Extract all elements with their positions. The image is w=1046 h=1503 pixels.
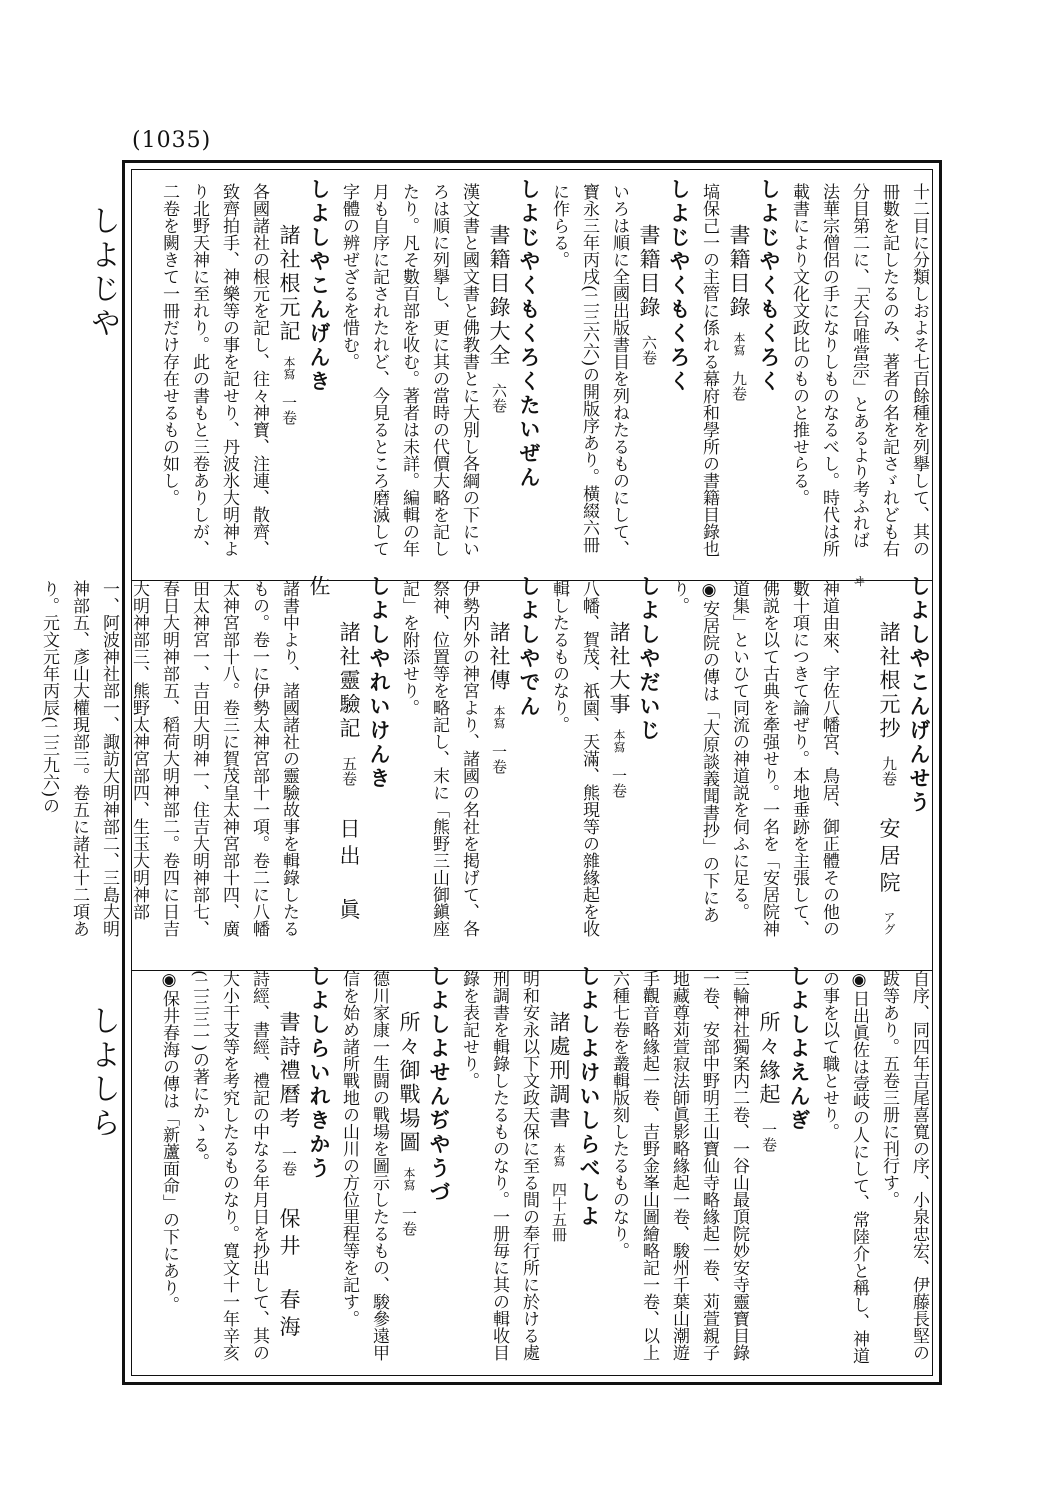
page-number: (1035) <box>132 128 212 153</box>
entry-note: ◉日出眞佐は壹岐の人にして、常陸介と稱し、神道の事を以て職とせり。 <box>819 970 869 1365</box>
entry-body: 伊勢内外の神宮より、諸國の名社を掲げて、各祭神、位置等を略記し、末に「熊野三山御鎭座記」を附添せり。 <box>399 580 479 938</box>
entry-meta: 本寫 <box>402 1167 416 1192</box>
entry-volume: 一卷 <box>280 395 298 426</box>
entry-title: 書籍目錄大全 <box>487 224 511 369</box>
entry-body: 三輪神社獨案内二卷、一谷山最頂院妙安寺靈寶目錄一卷、安部中野明王山寶仙寺略緣起一卷、苅萱親子地藏尊苅萱寂法師眞影略緣起一卷、駿州千葉山潮遊手觀音略緣起一卷、吉野金峯山圖繪略記一卷、以上六種七卷を叢輯版刻したるものなり。 <box>609 970 749 1362</box>
entry-body: 神道由來、宇佐八幡宮、鳥居、御正體その他の數十項につきて論ぜり。本地垂跡を主張して、佛説を以て古典を牽强せり。一名を「安居院神道集」といひて同流の神道説を伺ふに足る。 <box>729 580 839 938</box>
entry-note: ◉安居院の傳は「大原談義聞書抄」の下にあり。 <box>669 580 719 924</box>
entry-kana: しよじやくもくろく <box>667 178 692 394</box>
entry-title: 所々御戰場圖 <box>397 1011 421 1156</box>
entry-kana: しよじやくもくろくたいぜん <box>517 178 542 490</box>
entry-author: 安居院 <box>877 817 901 899</box>
entry-kana: しよじやくもくろく <box>757 178 782 394</box>
entry-body: 諸書中より、諸國諸社の靈驗故事を輯錄したるもの。卷一に伊勢太神宮部十一項。卷二に八幡太神宮部十八。卷三に賀茂皇太神宮部十四、廣田太神宮一、吉田大明神一、住吉大明神部七、春日大明神部五、稻荷大明神部二。卷四に日吉大明神部三、熊野太神宮部四、生玉大明神部一、阿波神社部一、諏訪大明神部二、三島大明神部五、彥山大權現部三。卷五に諸社十二項あり。元文元年丙辰(二三九六)の <box>39 580 299 938</box>
entry-kana: しよしよけいしらべしよ <box>577 965 602 1229</box>
top-panel <box>138 178 934 563</box>
entry-kana: しよしやだいじ <box>637 575 662 743</box>
entry-body: 德川家康一生闘の戰場を圖示したるもの、駿參遠甲信を始め諸所戰地の山川の方位里程等を記す。 <box>339 970 389 1362</box>
entry-volume: 六卷 <box>490 383 508 414</box>
entry-volume: 一卷 <box>490 744 508 775</box>
entry-title: 諸社根元抄 <box>877 621 901 742</box>
entry-body: 塙保己一の主管に係れる幕府和學所の書籍目錄也 <box>699 183 719 558</box>
entry-kana: しよしやれいけんき <box>367 575 392 791</box>
entry-meta: 本寫 <box>612 729 626 754</box>
entry-body: 漢文書と國文書と佛教書とに大別し各綱の下にいろは順に列擧し、更に其の當時の代價大略を記したり。凡そ數百部を收む。著者は未詳。編輯の年月も自序に記されたれど、今見るところ磨滅して字體の辨ぜざるを惜む。 <box>339 183 479 558</box>
entry-body: 明和安永以下文政天保に至る間の奉行所に於ける處刑調書を輯錄したるものなり。一册毎に其の輯收目錄を表記せり。 <box>459 970 539 1362</box>
entry-title: 所々緣起 <box>757 1011 781 1108</box>
bottom-panel <box>138 965 934 1375</box>
entry-author: 日出 眞佐 <box>307 575 361 926</box>
entry-kana: しよしやこんげんせう <box>907 575 932 815</box>
entry-kana: しよしやこんげんき <box>307 178 332 394</box>
entry-kana: しよしよえんぎ <box>787 965 812 1133</box>
entry-meta: 本寫 <box>492 705 506 730</box>
entry-meta: 本寫 <box>282 356 296 381</box>
entry-volume: 一卷 <box>400 1206 418 1237</box>
entry-volume: 六卷 <box>640 335 658 366</box>
entry-title: 書詩禮曆考 <box>277 1011 301 1132</box>
middle-panel <box>39 575 934 945</box>
side-label-right-bottom: しよしら <box>85 1005 120 1141</box>
entry-body: 十二目に分類しおよそ七百餘種を列擧して、其の冊數を記したるのみ、著者の名を記さゞれども右分目第二に、「天台唯當宗」とあるより考ふれば法華宗僧侶の手になりしものなるべし。時代は所載書により文化文政比のものと推せらる。 <box>789 183 929 558</box>
entry-title: 諸社大事 <box>607 621 631 718</box>
entry-title: 諸社根元記 <box>277 224 301 345</box>
entry-body: いろは順に全國出版書目を列ねたるものにして、寶永三年丙戌(二三六六)の開版序あり。橫綴六冊に作らる。 <box>549 183 629 558</box>
entry-author: 保井 春海 <box>277 1207 301 1343</box>
entry-title: 諸處刑調書 <box>547 1011 571 1132</box>
entry-body: 自序、同四年吉尾喜寬の序、小泉忠宏、伊藤長堅の跋等あり。五卷三册に刊行す。 <box>879 970 929 1362</box>
entry-kana: しよしやでん <box>517 575 542 719</box>
entry-title: 諸社靈驗記 <box>337 621 361 742</box>
entry-volume: 五卷 <box>340 756 358 787</box>
entry-volume: 四十五冊 <box>550 1182 568 1243</box>
entry-volume: 九卷 <box>730 371 748 402</box>
entry-kana: しよしらいれきかう <box>307 965 332 1181</box>
entry-note: ◉保井春海の傳は「新蘆面命」の下にあり。 <box>159 970 179 1314</box>
entry-title: 書籍目錄 <box>637 224 661 321</box>
side-label-right-top: しよじや <box>85 205 120 341</box>
entry-title: 書籍目錄 <box>727 224 751 321</box>
entry-kana: しよしよせんぢやうづ <box>427 965 452 1205</box>
entry-volume: 一卷 <box>610 768 628 799</box>
entry-body: 各國諸社の根元を記し、往々神寶、注連、散齊、致齊拍手、神樂等の事を記せり、丹波氷大明神より北野天神に至れり。此の書もと三卷ありしが、二卷を闕きて一冊だけ存在せるもの如し。 <box>159 183 269 558</box>
entry-meta: 本寫 <box>732 332 746 357</box>
entry-author-ruby: アグヰ <box>852 575 896 935</box>
entry-meta: 本寫 <box>552 1143 566 1168</box>
entry-body: 詩經、書經、禮記の中なる年月日を抄出して、其の大小干支等を考究したるものなり。寬文十一年辛亥(二三三一)の著にかゝる。 <box>189 970 269 1362</box>
entry-volume: 一卷 <box>760 1122 778 1153</box>
entry-volume: 一卷 <box>280 1146 298 1177</box>
entry-volume: 九卷 <box>880 756 898 787</box>
entry-body: 八幡、賀茂、祇園、天滿、熊現等の雜緣起を收輯したるものなり。 <box>549 580 599 938</box>
entry-title: 諸社傳 <box>487 621 511 694</box>
